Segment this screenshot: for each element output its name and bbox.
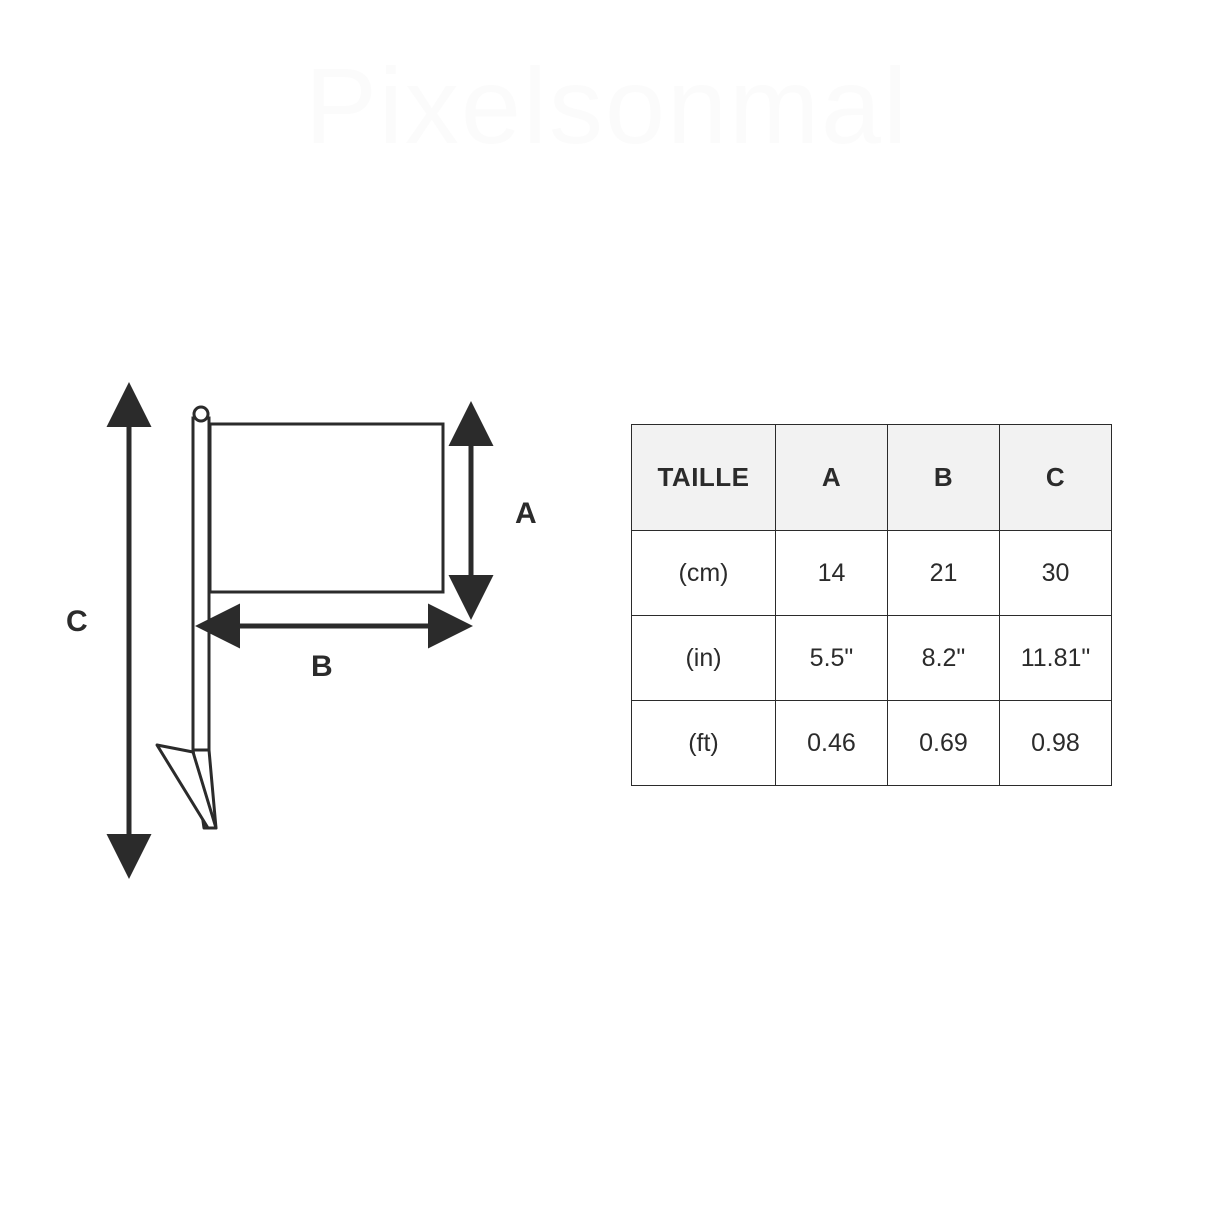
table-header-a: A bbox=[776, 425, 888, 531]
table-row bbox=[632, 616, 1112, 701]
row-unit-in: (in) bbox=[632, 616, 776, 701]
flag-fabric-shape bbox=[210, 424, 443, 592]
dimension-label-c: C bbox=[66, 605, 88, 638]
row-unit-cm: (cm) bbox=[632, 531, 776, 616]
table-header-row bbox=[632, 425, 1112, 531]
row-unit-ft: (ft) bbox=[632, 701, 776, 786]
cell-in-b: 8.2" bbox=[888, 616, 1000, 701]
cell-cm-c: 30 bbox=[1000, 531, 1112, 616]
dimension-label-a: A bbox=[515, 497, 537, 530]
dimension-label-b: B bbox=[311, 650, 333, 683]
cell-ft-a: 0.46 bbox=[776, 701, 888, 786]
table-row bbox=[632, 531, 1112, 616]
flag-pole-shape bbox=[193, 407, 209, 754]
watermark-text: Pixelsonmal bbox=[304, 45, 910, 166]
table-header-taille: TAILLE bbox=[632, 425, 776, 531]
window-clip-shape bbox=[157, 745, 216, 828]
table-header-b: B bbox=[888, 425, 1000, 531]
cell-ft-c: 0.98 bbox=[1000, 701, 1112, 786]
cell-in-c: 11.81" bbox=[1000, 616, 1112, 701]
cell-cm-a: 14 bbox=[776, 531, 888, 616]
cell-ft-b: 0.69 bbox=[888, 701, 1000, 786]
cell-in-a: 5.5" bbox=[776, 616, 888, 701]
size-chart-table bbox=[631, 424, 1112, 786]
table-header-c: C bbox=[1000, 425, 1112, 531]
cell-cm-b: 21 bbox=[888, 531, 1000, 616]
table-row bbox=[632, 701, 1112, 786]
